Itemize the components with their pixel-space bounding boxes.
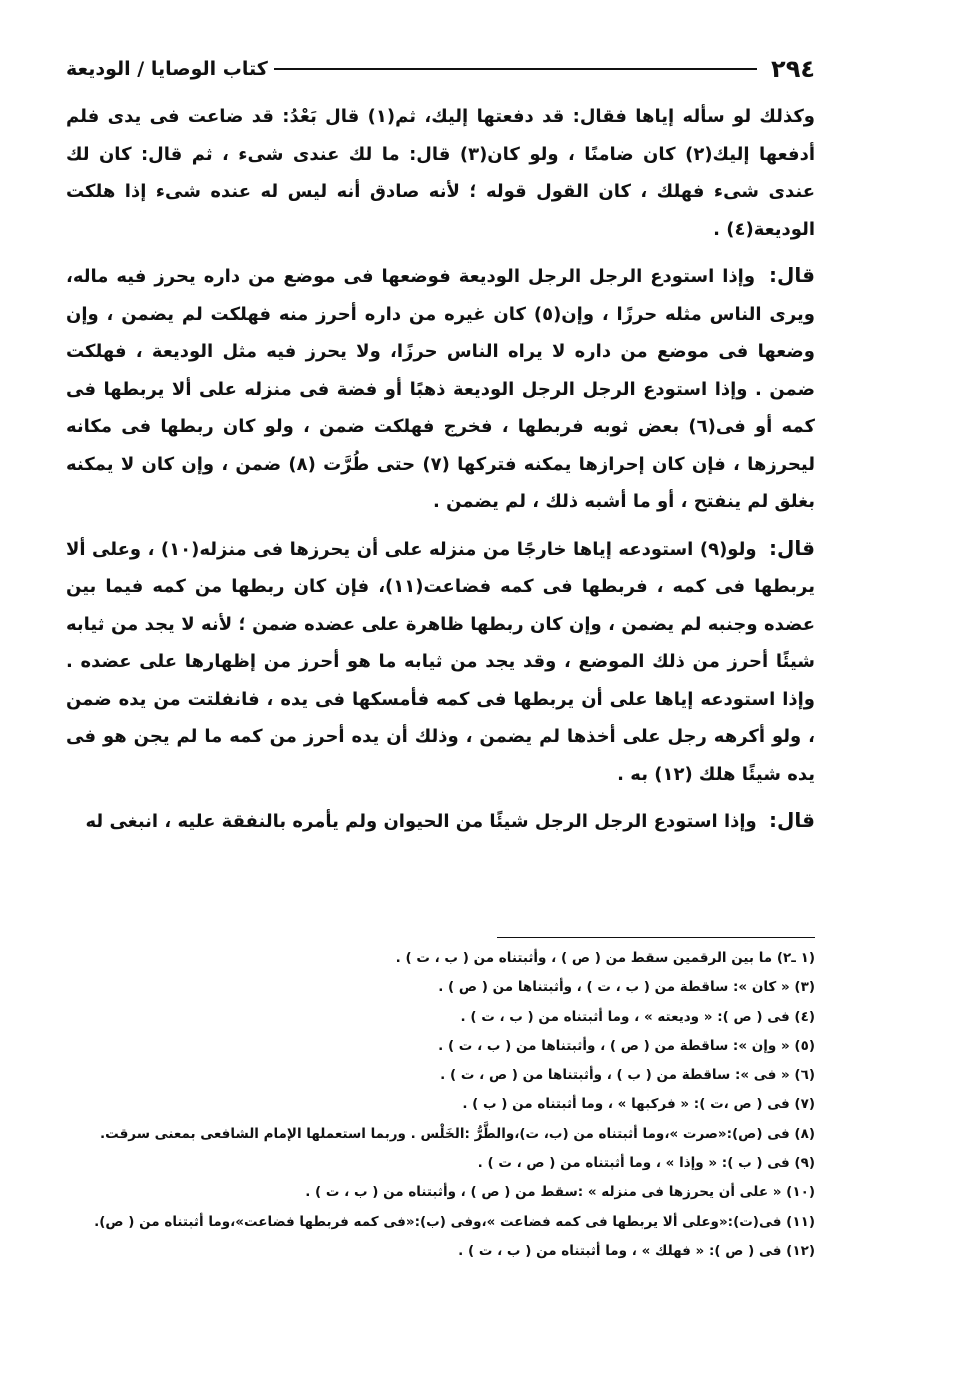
paragraph-text: وكذلك لو سأله إياها فقال: قد دفعتها إليك، ثم(١) قال بَعْدُ: قد ضاعت فى يدى فلم أدفعها إليك(٢) كان ضامنًا ، ولو كان(٣) قال: ما لك عندى شىء ، ثم قال: كان لك عندى شىء فهلك ، كان القول قوله ؛ لأنه صادق أنه ليس له عنده شىء إذا هلكت الوديعة(٤) . [66, 106, 815, 240]
paragraph [66, 257, 815, 521]
paragraph [66, 98, 815, 248]
footnote: (٣) « كان »: ساقطة من ( ب ، ت ) ، وأثبتناها من ( ص ) . [438, 979, 815, 996]
footnote: (٩) فى ( ب ): « وإذا » ، وما أثبتناه من ( ص ، ت ) . [477, 1155, 815, 1172]
footnote: (٧) فى ( ص ،ت ): « فركبها » ، وما أثبتناه من ( ب ) . [462, 1096, 815, 1113]
footnote: (٥) « وإن »: ساقطة من ( ص ) ، وأثبتناها من ( ب ، ت ) . [438, 1037, 815, 1054]
header-rule [274, 68, 757, 70]
paragraph-text: وإذا استودع الرجل الرجل شيئًا من الحيوان ولم يأمره بالنفقة عليه ، انبغى له [85, 811, 757, 832]
footnote: (١ ـ٢) ما بين الرقمين سقط من ( ص ) ، وأثبتناه من ( ب ، ت ) . [395, 950, 815, 966]
paragraph-lead: قال: [769, 263, 815, 287]
footnote: (١٠) « على أن يحرزها فى منزله » :سقط من ( ص ) ، وأثبتناه من ( ب ، ت ) . [305, 1184, 815, 1201]
page-number: ٢٩٤ [771, 55, 815, 83]
paragraph-lead: قال: [769, 808, 815, 832]
footnote: (٦) « فى »: ساقطة من ( ب ) ، وأثبتناها من ( ص ، ت ) . [440, 1067, 815, 1084]
footnote: (١١) فى(ت):«وعلى ألا يربطها فى كمه فضاعت »،وفى (ب):«فى كمه فربطها فضاعت»،وما أثبتناه من ( ص). [94, 1213, 815, 1230]
paragraph [66, 802, 815, 841]
footnote: (٨) فى (ص):«صرت »،وما أثبتناه من (ب، ت)،والطَّرُّ :الخَلْس . وربما استعملها الإمام الشافعى بمعنى سرقت. [100, 1125, 815, 1142]
paragraph-text: ولو(٩) استودعه إياها خارجًا من منزله على أن يحرزها فى منزله(١٠) ، وعلى ألا يربطها فى كمه ، فربطها فى كمه فضاعت(١١)، فإن كان ربطها من كمه فيما بين عضده وجنبه لم يضمن ، وإن كان ربطها ظاهرة على عضده ضمن ؛ لأنه لا يجد من ثيابه شيئًا أحرز من ذلك الموضع ، وقد يجد من ثيابه ما هو أحرز من إظهارها على عضده . وإذا استودعه إياها على أن يربطها فى كمه فأمسكها فى يده ، فانفلتت من يده ضمن ، ولو أكرهه رجل على أخذها لم يضمن ، وذلك أن يده أحرز من كمه ما لم يجن هو فى يده شيئًا هلك (١٢) به . [66, 538, 815, 785]
main-text [66, 98, 815, 850]
footnotes [60, 944, 815, 1266]
paragraph [66, 530, 815, 794]
paragraph-text: وإذا استودع الرجل الرجل الوديعة فوضعها فى موضع من داره يحرز فيه ماله، ويرى الناس مثله حرزًا ، وإن(٥) كان غيره من داره أحرز منه فهلكت لم يضمن ، وإن وضعها فى موضع من داره لا يراه الناس حرزًا، ولا يحرز فيه مثل الوديعة ، فهلكت ضمن . وإذا استودع الرجل الرجل الوديعة ذهبًا أو فضة فى منزله على ألا يربطها فى كمه أو فى(٦) بعض ثوبه فربطها ، فخرج فهلكت ضمن ، ولو كان ربطها فى مكانه ليحرزها ، فإن كان إحرازها يمكنه فتركها (٧) حتى طُرَّت (٨) ضمن ، وإن كان لا يمكنه بغلق لم ينفتح ، أو ما أشبه ذلك ، لم يضمن . [66, 266, 815, 512]
footnote: (١٢) فى ( ص ): « فهلك » ، وما أثبتناه من ( ب ، ت ) . [458, 1242, 815, 1259]
running-title: كتاب الوصايا / الوديعة [66, 58, 268, 80]
footnote: (٤) فى ( ص ): « وديعته » ، وما أثبتناه من ( ب ، ت ) . [460, 1008, 815, 1025]
running-header [66, 52, 815, 86]
footnote-separator [497, 937, 815, 938]
paragraph-lead: قال: [769, 535, 815, 560]
